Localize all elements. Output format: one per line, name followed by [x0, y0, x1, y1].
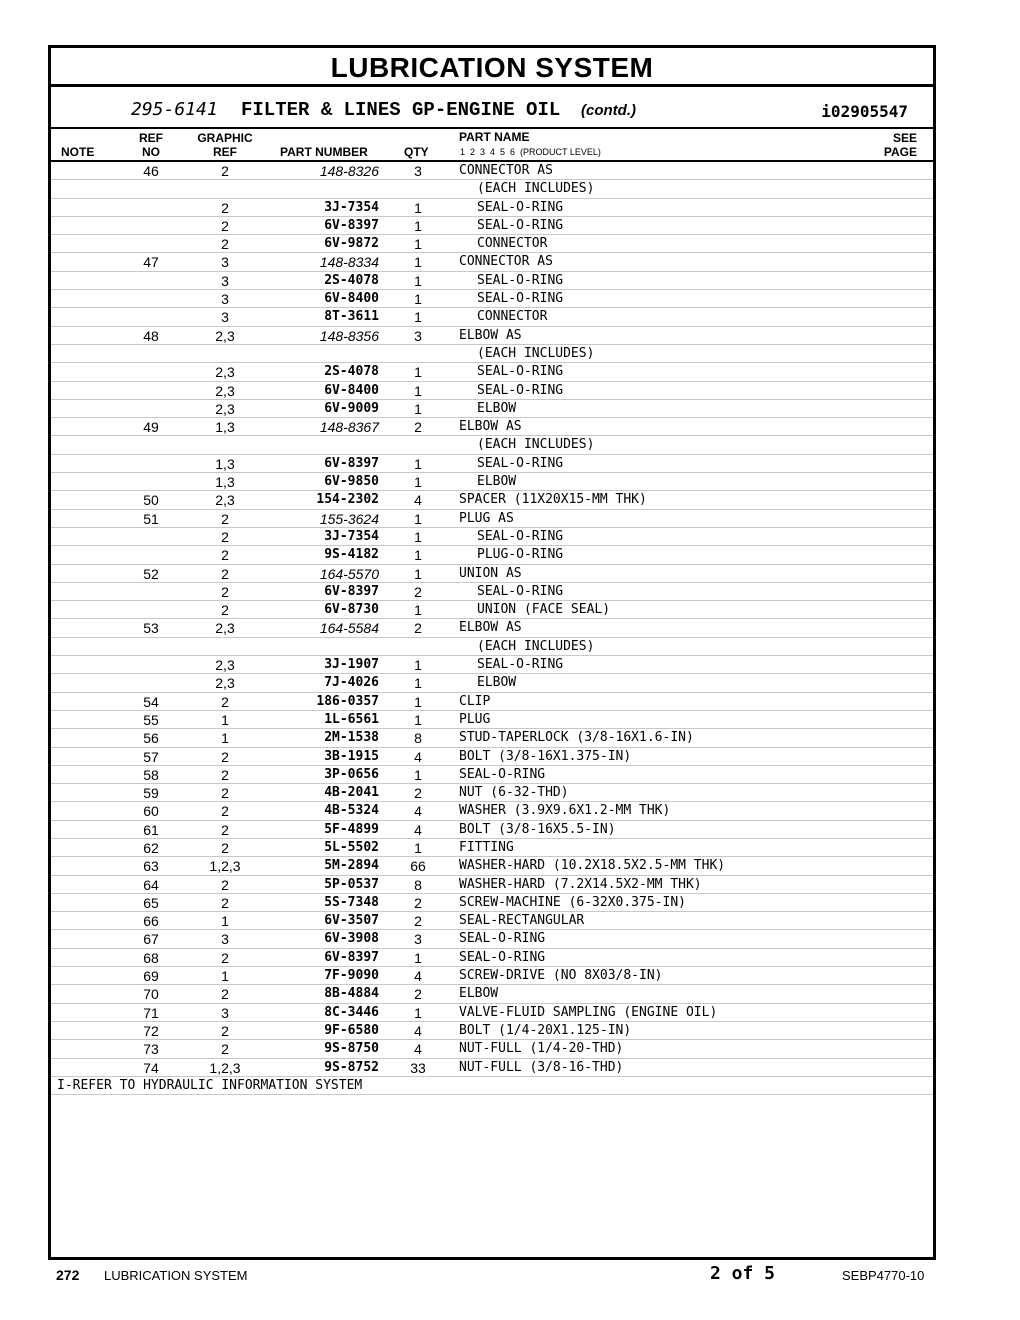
part-name: SEAL-O-RING [477, 657, 564, 673]
graphic-ref: 2 [221, 876, 229, 893]
graphic-ref: 2 [221, 986, 229, 1003]
part-name: SEAL-O-RING [477, 291, 564, 307]
table-row [51, 510, 933, 528]
qty: 1 [414, 839, 422, 856]
ref-no: 59 [143, 785, 159, 802]
table-row [51, 802, 933, 820]
table-row [51, 180, 933, 198]
ref-no: 52 [143, 565, 159, 582]
graphic-ref: 2 [221, 199, 229, 216]
qty: 1 [414, 291, 422, 308]
header-part-name: PART NAME [459, 130, 530, 144]
part-name: BOLT (1/4-20X1.125-IN) [459, 1022, 632, 1038]
ref-no: 63 [143, 858, 159, 875]
part-number: 6V-3908 [324, 931, 379, 947]
part-number: 148-8356 [319, 327, 379, 344]
part-number: 2S-4078 [324, 272, 379, 288]
graphic-ref: 2 [221, 748, 229, 765]
group-name: FILTER & LINES GP-ENGINE OIL [241, 99, 561, 121]
table-row [51, 748, 933, 766]
qty: 2 [414, 894, 422, 911]
part-number: 7J-4026 [324, 675, 379, 691]
qty: 2 [414, 913, 422, 930]
graphic-ref: 2 [221, 510, 229, 527]
ref-no: 51 [143, 510, 159, 527]
ref-no: 54 [143, 693, 159, 710]
header-part-number: PART NUMBER [280, 145, 368, 159]
header-qty: QTY [404, 145, 429, 159]
parts-table [51, 162, 933, 1095]
note-text: I-REFER TO HYDRAULIC INFORMATION SYSTEM [57, 1077, 363, 1093]
table-row [51, 272, 933, 290]
part-name: PLUG AS [459, 510, 514, 526]
qty: 1 [414, 474, 422, 491]
graphic-ref: 3 [221, 254, 229, 271]
page-title: LUBRICATION SYSTEM [51, 48, 933, 87]
part-number: 7F-9090 [324, 968, 379, 984]
graphic-ref: 2 [221, 693, 229, 710]
graphic-ref: 2,3 [215, 400, 235, 417]
qty: 4 [414, 1041, 422, 1058]
table-row [51, 766, 933, 784]
part-number: 5P-0537 [324, 876, 379, 892]
ref-no: 68 [143, 949, 159, 966]
part-number: 148-8334 [319, 254, 379, 271]
part-name: UNION (FACE SEAL) [477, 602, 611, 618]
qty: 1 [414, 272, 422, 289]
qty: 1 [414, 382, 422, 399]
qty: 2 [414, 583, 422, 600]
graphic-ref: 2 [221, 821, 229, 838]
graphic-ref: 1 [221, 730, 229, 747]
table-row [51, 601, 933, 619]
ref-no: 58 [143, 766, 159, 783]
part-number: 5S-7348 [324, 894, 379, 910]
table-row [51, 400, 933, 418]
graphic-ref: 2,3 [215, 364, 235, 381]
note-row [51, 1077, 933, 1095]
table-row [51, 363, 933, 381]
graphic-ref: 3 [221, 309, 229, 326]
part-number: 3J-1907 [324, 657, 379, 673]
graphic-ref: 2 [221, 839, 229, 856]
qty: 1 [414, 309, 422, 326]
table-row [51, 546, 933, 564]
part-number: 3J-7354 [324, 199, 379, 215]
part-number: 5F-4899 [324, 821, 379, 837]
part-name: CONNECTOR [477, 309, 548, 325]
graphic-ref: 1,3 [215, 455, 235, 472]
table-row [51, 528, 933, 546]
qty: 1 [414, 510, 422, 527]
part-name: ELBOW [477, 474, 517, 490]
ref-no: 65 [143, 894, 159, 911]
part-number: 9S-8752 [324, 1059, 379, 1075]
part-name: SEAL-O-RING [477, 382, 564, 398]
graphic-ref: 2 [221, 949, 229, 966]
footer-page-number: 272 [56, 1267, 80, 1283]
part-name: SEAL-O-RING [459, 949, 546, 965]
graphic-ref: 1 [221, 968, 229, 985]
ref-no: 74 [143, 1059, 159, 1076]
qty: 4 [414, 821, 422, 838]
ref-no: 56 [143, 730, 159, 747]
qty: 4 [414, 968, 422, 985]
qty: 1 [414, 602, 422, 619]
header-see-bottom: PAGE [883, 145, 917, 159]
part-name: SPACER (11X20X15-MM THK) [459, 492, 647, 508]
ref-no: 48 [143, 327, 159, 344]
table-row [51, 418, 933, 436]
part-name: WASHER-HARD (7.2X14.5X2-MM THK) [459, 876, 702, 892]
part-name: CLIP [459, 693, 491, 709]
table-row [51, 912, 933, 930]
graphic-ref: 2 [221, 602, 229, 619]
part-name: WASHER (3.9X9.6X1.2-MM THK) [459, 803, 671, 819]
table-row [51, 162, 933, 180]
group-number: 295-6141 [131, 99, 218, 120]
part-name: VALVE-FLUID SAMPLING (ENGINE OIL) [459, 1004, 718, 1020]
table-row [51, 253, 933, 271]
table-row [51, 217, 933, 235]
header-ref-bottom: NO [142, 145, 160, 159]
table-row [51, 327, 933, 345]
ref-no: 70 [143, 986, 159, 1003]
part-name: ELBOW [477, 675, 517, 691]
qty: 1 [414, 199, 422, 216]
qty: 1 [414, 1004, 422, 1021]
part-name: CONNECTOR AS [459, 254, 553, 270]
part-number: 6V-8400 [324, 291, 379, 307]
part-number: 6V-9872 [324, 236, 379, 252]
graphic-ref: 2,3 [215, 382, 235, 399]
part-number: 148-8326 [319, 163, 379, 179]
ref-no: 60 [143, 803, 159, 820]
part-number: 6V-9850 [324, 474, 379, 490]
graphic-ref: 2 [221, 583, 229, 600]
ref-no: 50 [143, 492, 159, 509]
part-number: 5M-2894 [324, 858, 379, 874]
graphic-ref: 3 [221, 931, 229, 948]
part-number: 6V-8397 [324, 455, 379, 471]
part-name: STUD-TAPERLOCK (3/8-16X1.6-IN) [459, 730, 694, 746]
part-name: SCREW-DRIVE (NO 8X03/8-IN) [459, 968, 663, 984]
footer-section: LUBRICATION SYSTEM [104, 1268, 248, 1283]
part-number: 8B-4884 [324, 986, 379, 1002]
qty: 1 [414, 236, 422, 253]
graphic-ref: 1,3 [215, 419, 235, 436]
part-name: SEAL-O-RING [459, 766, 546, 782]
ref-no: 72 [143, 1022, 159, 1039]
table-row [51, 308, 933, 326]
table-row [51, 876, 933, 894]
part-number: 6V-8397 [324, 217, 379, 233]
ref-no: 66 [143, 913, 159, 930]
qty: 2 [414, 785, 422, 802]
qty: 66 [410, 858, 426, 875]
qty: 1 [414, 455, 422, 472]
footer-page-of: 2 of 5 [710, 1263, 776, 1284]
part-number: 6V-8397 [324, 583, 379, 599]
part-name: SEAL-O-RING [477, 272, 564, 288]
qty: 8 [414, 876, 422, 893]
table-row [51, 857, 933, 875]
ref-no: 49 [143, 419, 159, 436]
qty: 1 [414, 547, 422, 564]
part-name: SEAL-O-RING [477, 455, 564, 471]
graphic-ref: 2,3 [215, 492, 235, 509]
table-row [51, 729, 933, 747]
header-graphic-top: GRAPHIC [197, 131, 253, 145]
part-name: (EACH INCLUDES) [477, 437, 595, 453]
table-row [51, 839, 933, 857]
qty: 2 [414, 620, 422, 637]
graphic-ref: 3 [221, 272, 229, 289]
graphic-ref: 1,2,3 [209, 1059, 241, 1076]
table-row [51, 455, 933, 473]
part-name: NUT-FULL (3/8-16-THD) [459, 1059, 624, 1075]
graphic-ref: 3 [221, 1004, 229, 1021]
part-name: SEAL-O-RING [459, 931, 546, 947]
table-row [51, 235, 933, 253]
part-name: (EACH INCLUDES) [477, 181, 595, 197]
table-row [51, 583, 933, 601]
ref-no: 55 [143, 711, 159, 728]
table-row [51, 491, 933, 509]
footer-doc-id: SEBP4770-10 [842, 1268, 925, 1283]
table-row [51, 1040, 933, 1058]
table-header [51, 129, 933, 162]
qty: 1 [414, 400, 422, 417]
part-number: 186-0357 [316, 693, 379, 709]
qty: 1 [414, 693, 422, 710]
graphic-ref: 2 [221, 785, 229, 802]
table-row [51, 565, 933, 583]
qty: 1 [414, 949, 422, 966]
header-graphic-bottom: REF [213, 145, 237, 159]
qty: 1 [414, 217, 422, 234]
qty: 3 [414, 931, 422, 948]
table-row [51, 985, 933, 1003]
part-number: 4B-5324 [324, 803, 379, 819]
part-name: SEAL-O-RING [477, 217, 564, 233]
part-number: 164-5584 [319, 620, 379, 637]
qty: 8 [414, 730, 422, 747]
part-name: FITTING [459, 839, 514, 855]
ref-no: 62 [143, 839, 159, 856]
group-heading [51, 87, 933, 129]
part-name: PLUG-O-RING [477, 547, 564, 563]
table-row [51, 656, 933, 674]
part-name: SEAL-O-RING [477, 364, 564, 380]
qty: 1 [414, 675, 422, 692]
table-row [51, 784, 933, 802]
part-number: 3B-1915 [324, 748, 379, 764]
qty: 4 [414, 748, 422, 765]
qty: 4 [414, 1022, 422, 1039]
table-row [51, 290, 933, 308]
ref-no: 61 [143, 821, 159, 838]
graphic-ref: 2 [221, 163, 229, 179]
part-name: SEAL-O-RING [477, 528, 564, 544]
part-number: 3P-0656 [324, 766, 379, 782]
part-name: WASHER-HARD (10.2X18.5X2.5-MM THK) [459, 858, 726, 874]
illustration-id: i02905547 [821, 102, 908, 121]
header-ref-top: REF [139, 131, 163, 145]
qty: 3 [414, 163, 422, 179]
qty: 33 [410, 1059, 426, 1076]
graphic-ref: 1 [221, 711, 229, 728]
table-row [51, 436, 933, 454]
table-row [51, 693, 933, 711]
graphic-ref: 3 [221, 291, 229, 308]
table-row [51, 345, 933, 363]
part-number: 2S-4078 [324, 364, 379, 380]
part-number: 8T-3611 [324, 309, 379, 325]
part-number: 154-2302 [316, 492, 379, 508]
graphic-ref: 2,3 [215, 620, 235, 637]
part-name: NUT (6-32-THD) [459, 785, 569, 801]
table-row [51, 930, 933, 948]
table-row [51, 711, 933, 729]
part-name: CONNECTOR AS [459, 163, 553, 178]
table-row [51, 1059, 933, 1077]
graphic-ref: 1,2,3 [209, 858, 241, 875]
part-number: 8C-3446 [324, 1004, 379, 1020]
ref-no: 47 [143, 254, 159, 271]
ref-no: 73 [143, 1041, 159, 1058]
part-name: SEAL-O-RING [477, 583, 564, 599]
header-note: NOTE [61, 145, 95, 159]
ref-no: 46 [143, 163, 159, 179]
header-product-level: 1 2 3 4 5 6 (PRODUCT LEVEL) [460, 147, 601, 157]
qty: 1 [414, 565, 422, 582]
graphic-ref: 2 [221, 1041, 229, 1058]
table-row [51, 1004, 933, 1022]
part-name: BOLT (3/8-16X5.5-IN) [459, 821, 616, 837]
graphic-ref: 2 [221, 1022, 229, 1039]
graphic-ref: 2,3 [215, 657, 235, 674]
table-row [51, 473, 933, 491]
qty: 1 [414, 711, 422, 728]
part-name: SEAL-RECTANGULAR [459, 913, 585, 929]
ref-no: 57 [143, 748, 159, 765]
part-name: PLUG [459, 711, 491, 727]
qty: 1 [414, 254, 422, 271]
part-number: 9S-4182 [324, 547, 379, 563]
qty: 3 [414, 327, 422, 344]
table-row [51, 382, 933, 400]
part-number: 6V-8400 [324, 382, 379, 398]
part-number: 6V-3507 [324, 913, 379, 929]
qty: 2 [414, 986, 422, 1003]
part-number: 9S-8750 [324, 1041, 379, 1057]
part-number: 148-8367 [319, 419, 379, 436]
part-number: 2M-1538 [324, 730, 379, 746]
ref-no: 64 [143, 876, 159, 893]
ref-no: 67 [143, 931, 159, 948]
part-name: ELBOW AS [459, 327, 522, 343]
part-name: (EACH INCLUDES) [477, 345, 595, 361]
part-number: 6V-9009 [324, 400, 379, 416]
page-frame [48, 45, 936, 1260]
graphic-ref: 2 [221, 217, 229, 234]
part-name: BOLT (3/8-16X1.375-IN) [459, 748, 632, 764]
part-number: 164-5570 [319, 565, 379, 582]
graphic-ref: 2 [221, 894, 229, 911]
part-name: ELBOW [477, 400, 517, 416]
part-name: CONNECTOR [477, 236, 548, 252]
qty: 1 [414, 528, 422, 545]
graphic-ref: 2 [221, 565, 229, 582]
part-name: ELBOW AS [459, 419, 522, 435]
graphic-ref: 2 [221, 547, 229, 564]
table-row [51, 638, 933, 656]
group-contd: (contd.) [581, 102, 636, 119]
graphic-ref: 2 [221, 803, 229, 820]
part-number: 155-3624 [319, 510, 379, 527]
part-name: UNION AS [459, 565, 522, 581]
table-row [51, 949, 933, 967]
qty: 4 [414, 492, 422, 509]
graphic-ref: 2 [221, 766, 229, 783]
ref-no: 69 [143, 968, 159, 985]
part-number: 6V-8397 [324, 949, 379, 965]
part-name: SEAL-O-RING [477, 199, 564, 215]
part-name: ELBOW AS [459, 620, 522, 636]
qty: 4 [414, 803, 422, 820]
graphic-ref: 2 [221, 528, 229, 545]
graphic-ref: 2,3 [215, 327, 235, 344]
ref-no: 71 [143, 1004, 159, 1021]
graphic-ref: 1,3 [215, 474, 235, 491]
part-number: 4B-2041 [324, 785, 379, 801]
ref-no: 53 [143, 620, 159, 637]
table-row [51, 1022, 933, 1040]
part-number: 5L-5502 [324, 839, 379, 855]
graphic-ref: 2 [221, 236, 229, 253]
graphic-ref: 2,3 [215, 675, 235, 692]
part-name: NUT-FULL (1/4-20-THD) [459, 1041, 624, 1057]
part-number: 9F-6580 [324, 1022, 379, 1038]
qty: 1 [414, 766, 422, 783]
table-row [51, 821, 933, 839]
header-see-top: SEE [892, 131, 917, 145]
qty: 1 [414, 364, 422, 381]
part-name: SCREW-MACHINE (6-32X0.375-IN) [459, 894, 686, 910]
table-row [51, 674, 933, 692]
table-row [51, 199, 933, 217]
part-number: 1L-6561 [324, 711, 379, 727]
graphic-ref: 1 [221, 913, 229, 930]
table-row [51, 894, 933, 912]
table-row [51, 619, 933, 637]
part-number: 3J-7354 [324, 528, 379, 544]
table-row [51, 967, 933, 985]
part-number: 6V-8730 [324, 602, 379, 618]
qty: 1 [414, 657, 422, 674]
part-name: (EACH INCLUDES) [477, 638, 595, 654]
part-name: ELBOW [459, 986, 499, 1002]
qty: 2 [414, 419, 422, 436]
